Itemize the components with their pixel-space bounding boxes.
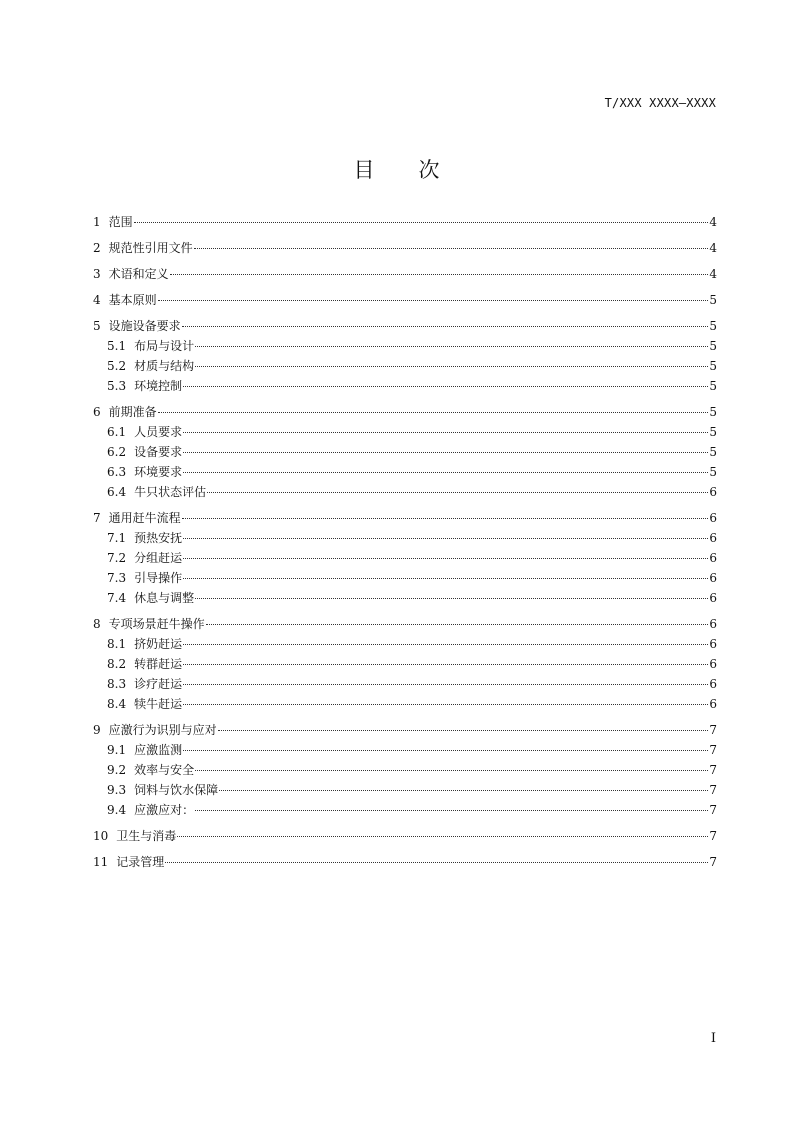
toc-entry-page: 6 [709,591,717,605]
toc-entry-page: 4 [709,215,717,229]
toc-entry-label: 专项场景赶牛操作 [108,617,205,631]
toc-dot-leader [195,810,708,811]
toc-entry-number: 7.4 [107,591,127,605]
toc-entry-page: 7 [709,783,717,797]
toc-entry-number: 8.3 [107,677,127,691]
toc-entry-number: 8 [93,617,101,631]
toc-entry-page: 5 [709,445,717,459]
toc-entry-number: 7 [93,511,101,525]
toc-dot-leader [195,346,708,347]
toc-entry-page: 7 [709,829,717,843]
toc-entry-page: 7 [709,803,717,817]
toc-entry[interactable] [93,508,717,528]
toc-entry-number: 5.3 [107,379,127,393]
toc-entry-page: 7 [709,723,717,737]
toc-dot-leader [183,704,708,705]
toc-entry-number: 9.1 [107,743,127,757]
toc-entry[interactable] [93,422,717,442]
toc-dot-leader [183,452,708,453]
toc-entry-label: 布局与设计 [134,339,195,353]
toc-entry-number: 7.2 [107,551,127,565]
toc-entry-page: 6 [709,637,717,651]
toc-entry-label: 转群赶运 [134,657,183,671]
toc-dot-leader [183,558,708,559]
toc-entry-page: 5 [709,405,717,419]
toc-entry-number: 6.1 [107,425,127,439]
toc-dot-leader [195,366,708,367]
page-title: 目次 [353,158,484,182]
toc-entry-label: 记录管理 [116,855,165,869]
toc-entry-label: 基本原则 [108,293,157,307]
toc-entry[interactable] [93,568,717,588]
toc-entry-label: 环境控制 [134,379,183,393]
toc-entry-page: 7 [709,743,717,757]
toc-entry[interactable] [93,720,717,740]
toc-entry-number: 5.2 [107,359,127,373]
toc-entry-number: 10 [93,829,109,843]
toc-dot-leader [170,274,709,275]
toc-entry-number: 8.1 [107,637,127,651]
toc-entry-label: 通用赶牛流程 [108,511,181,525]
toc-entry-label: 卫生与消毒 [116,829,177,843]
toc-entry[interactable] [93,376,717,396]
toc-entry-label: 环境要求 [134,465,183,479]
toc-dot-leader [218,730,709,731]
toc-entry[interactable] [93,654,717,674]
toc-dot-leader [194,248,709,249]
toc-entry-number: 7.3 [107,571,127,585]
toc-entry[interactable] [93,780,717,800]
toc-entry-number: 3 [93,267,101,281]
toc-dot-leader [158,300,709,301]
toc-entry-label: 人员要求 [134,425,183,439]
toc-entry-page: 5 [709,379,717,393]
toc-entry[interactable] [93,548,717,568]
toc-entry-label: 设备要求 [134,445,183,459]
toc-entry-number: 4 [93,293,101,307]
toc-entry-page: 4 [709,267,717,281]
toc-dot-leader [206,624,709,625]
toc-entry-page: 6 [709,617,717,631]
toc-entry[interactable] [93,634,717,654]
toc-entry-page: 5 [709,319,717,333]
toc-dot-leader [177,836,708,837]
toc-entry-page: 7 [709,763,717,777]
toc-dot-leader [195,770,708,771]
toc-entry-label: 引导操作 [134,571,183,585]
toc-entry-page: 7 [709,855,717,869]
toc-entry-page: 6 [709,551,717,565]
toc-entry[interactable] [93,462,717,482]
toc-entry-number: 2 [93,241,101,255]
toc-entry-label: 饲料与饮水保障 [134,783,219,797]
toc-entry-label: 设施设备要求 [108,319,181,333]
toc-entry[interactable] [93,402,717,422]
toc-entry-label: 犊牛赶运 [134,697,183,711]
toc-entry[interactable] [93,482,717,502]
toc-entry[interactable] [93,588,717,608]
toc-entry-number: 5.1 [107,339,127,353]
toc-entry[interactable] [93,356,717,376]
toc-entry[interactable] [93,740,717,760]
toc-entry-number: 8.4 [107,697,127,711]
toc-entry[interactable] [93,238,717,258]
toc-entry-label: 规范性引用文件 [108,241,193,255]
toc-entry-number: 9 [93,723,101,737]
toc-dot-leader [183,432,708,433]
toc-entry-label: 应激应对： [134,803,195,817]
toc-dot-leader [183,664,708,665]
toc-entry-page: 5 [709,339,717,353]
toc-entry[interactable] [93,694,717,714]
toc-entry-label: 术语和定义 [108,267,169,281]
toc-entry-number: 1 [93,215,101,229]
toc-entry-number: 9.2 [107,763,127,777]
toc-entry-label: 分组赶运 [134,551,183,565]
toc-entry[interactable] [93,614,717,634]
toc-entry[interactable] [93,760,717,780]
toc-entry-page: 6 [709,485,717,499]
toc-entry-page: 5 [709,293,717,307]
toc-entry-page: 6 [709,697,717,711]
toc-entry-number: 5 [93,319,101,333]
toc-entry-label: 材质与结构 [134,359,195,373]
toc-entry-label: 牛只状态评估 [134,485,207,499]
document-code: T/XXX XXXX—XXXX [604,96,716,110]
toc-entry-number: 11 [93,855,109,869]
toc-entry-label: 应激行为识别与应对 [108,723,217,737]
toc-entry-label: 挤奶赶运 [134,637,183,651]
toc-entry-label: 预热安抚 [134,531,183,545]
toc-dot-leader [183,684,708,685]
toc-dot-leader [182,326,709,327]
toc-dot-leader [183,750,708,751]
toc-entry[interactable] [93,336,717,356]
toc-entry-page: 6 [709,657,717,671]
toc-entry-label: 前期准备 [108,405,157,419]
toc-dot-leader [195,598,708,599]
toc-dot-leader [134,222,709,223]
toc-entry-number: 9.3 [107,783,127,797]
toc-entry[interactable] [93,290,717,310]
toc-dot-leader [182,518,709,519]
toc-entry-number: 6.2 [107,445,127,459]
toc-entry-page: 5 [709,425,717,439]
toc-entry-number: 6 [93,405,101,419]
table-of-contents [93,212,717,872]
toc-entry-label: 范围 [108,215,133,229]
page-number: I [710,1031,716,1046]
toc-dot-leader [158,412,709,413]
toc-entry[interactable] [93,264,717,284]
toc-dot-leader [207,492,708,493]
toc-entry[interactable] [93,852,717,872]
toc-entry-label: 应激监测 [134,743,183,757]
toc-dot-leader [183,644,708,645]
toc-entry-label: 效率与安全 [134,763,195,777]
toc-entry[interactable] [93,442,717,462]
toc-entry-page: 4 [709,241,717,255]
toc-entry-page: 6 [709,531,717,545]
toc-entry-label: 诊疗赶运 [134,677,183,691]
toc-entry[interactable] [93,212,717,232]
toc-entry[interactable] [93,674,717,694]
toc-entry-label: 休息与调整 [134,591,195,605]
toc-entry-page: 6 [709,677,717,691]
toc-entry[interactable] [93,528,717,548]
toc-entry-number: 6.4 [107,485,127,499]
toc-dot-leader [183,578,708,579]
toc-entry[interactable] [93,316,717,336]
toc-entry[interactable] [93,800,717,820]
toc-dot-leader [219,790,708,791]
toc-dot-leader [183,538,708,539]
toc-entry-page: 6 [709,571,717,585]
toc-dot-leader [165,862,708,863]
toc-entry-number: 7.1 [107,531,127,545]
toc-entry-page: 5 [709,359,717,373]
toc-entry-number: 6.3 [107,465,127,479]
toc-entry-page: 6 [709,511,717,525]
toc-entry-page: 5 [709,465,717,479]
toc-entry-number: 8.2 [107,657,127,671]
toc-entry-number: 9.4 [107,803,127,817]
toc-dot-leader [183,386,708,387]
toc-entry[interactable] [93,826,717,846]
toc-dot-leader [183,472,708,473]
